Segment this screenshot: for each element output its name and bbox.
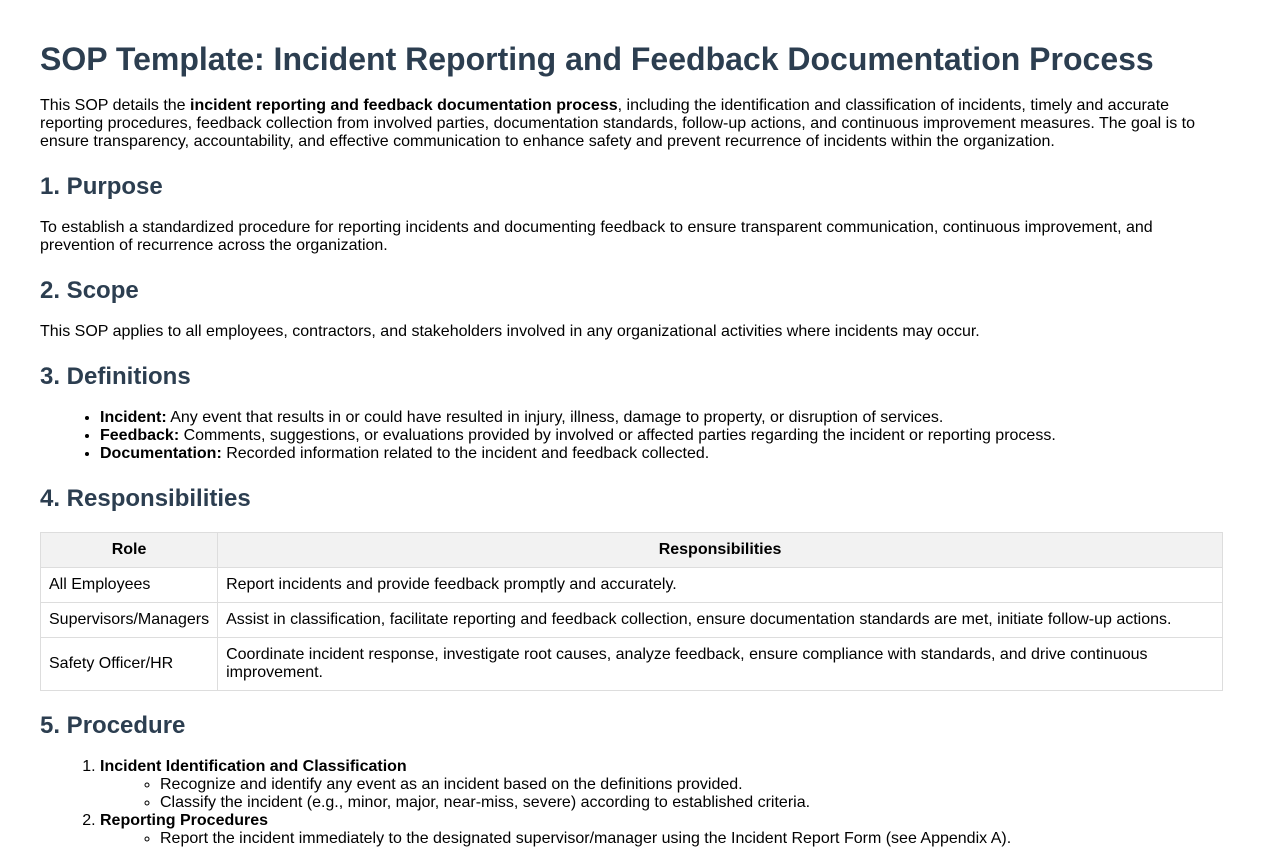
definition-term: Feedback: [100,427,180,444]
procedure-step-title: Incident Identification and Classification [100,758,407,775]
definition-desc: Comments, suggestions, or evaluations provided by involved or affected parties regarding the incident or reporting process. [179,427,1056,444]
definitions-list [40,409,1223,463]
intro-text-before: This SOP details the [40,97,190,114]
purpose-heading: 1. Purpose [40,173,163,200]
role-cell: Safety Officer/HR [41,638,218,691]
definition-desc: Any event that results in or could have resulted in injury, illness, damage to property, or disruption of services. [166,409,944,426]
page-title: SOP Template: Incident Reporting and Feedback Documentation Process [40,41,1154,77]
role-cell: Supervisors/Managers [41,603,218,638]
column-header-role: Role [41,533,218,568]
responsibility-cell: Coordinate incident response, investigate root causes, analyze feedback, ensure compliance with standards, and drive continuous improvement. [218,638,1223,691]
responsibility-cell: Assist in classification, facilitate reporting and feedback collection, ensure documentation standards are met, initiate follow-up actions. [218,603,1223,638]
scope-text: This SOP applies to all employees, contractors, and stakeholders involved in any organizational activities where incidents may occur. [40,323,980,340]
procedure-step [100,812,1223,848]
procedure-substeps [100,830,1223,848]
procedure-steps [40,758,1223,848]
procedure-substep: ◦ Recognize and identify any event as an incident based on the definitions provided. [160,776,1223,794]
responsibilities-heading: 4. Responsibilities [40,485,251,512]
procedure-substep: ◦ Classify the incident (e.g., minor, major, near-miss, severe) according to established criteria. [160,794,1223,812]
scope-heading: 2. Scope [40,277,139,304]
definition-term: Incident: [100,409,167,426]
definition-item-documentation [100,445,1223,463]
intro-text-bold: incident reporting and feedback documentation process [190,97,618,114]
definition-term: Documentation: [100,445,222,462]
definitions-heading: 3. Definitions [40,363,191,390]
table-row [41,638,1223,691]
procedure-step-title: Reporting Procedures [100,812,269,829]
definition-item-feedback [100,427,1223,445]
purpose-text: To establish a standardized procedure for reporting incidents and documenting feedback to ensure transparent communication, continuous improvement, and prevention of recurrence across the organization. [40,219,1153,254]
definition-desc: Recorded information related to the incident and feedback collected. [221,445,710,462]
procedure-heading: 5. Procedure [40,712,186,739]
table-row [41,603,1223,638]
table-row [41,568,1223,603]
procedure-step [100,758,1223,812]
procedure-substep: ◦ Report the incident immediately to the designated supervisor/manager using the Incident Report Form (see Appendix A). [160,830,1223,848]
responsibilities-table [40,532,1223,691]
intro-text-after: , including the identification and classification of incidents, timely and accurate reporting procedures, feedback collection from involved parties, documentation standards, follow-up actions, and continuous improvement measures. The goal is to ensure transparency, accountability, and effective communication to enhance safety and prevent recurrence of incidents within the organization. [40,97,1195,150]
intro-paragraph [40,97,1223,151]
procedure-substeps [100,776,1223,812]
role-cell: All Employees [41,568,218,603]
column-header-responsibilities: Responsibilities [218,533,1223,568]
responsibility-cell: Report incidents and provide feedback promptly and accurately. [218,568,1223,603]
definition-item-incident [100,409,1223,427]
table-header-row [41,533,1223,568]
